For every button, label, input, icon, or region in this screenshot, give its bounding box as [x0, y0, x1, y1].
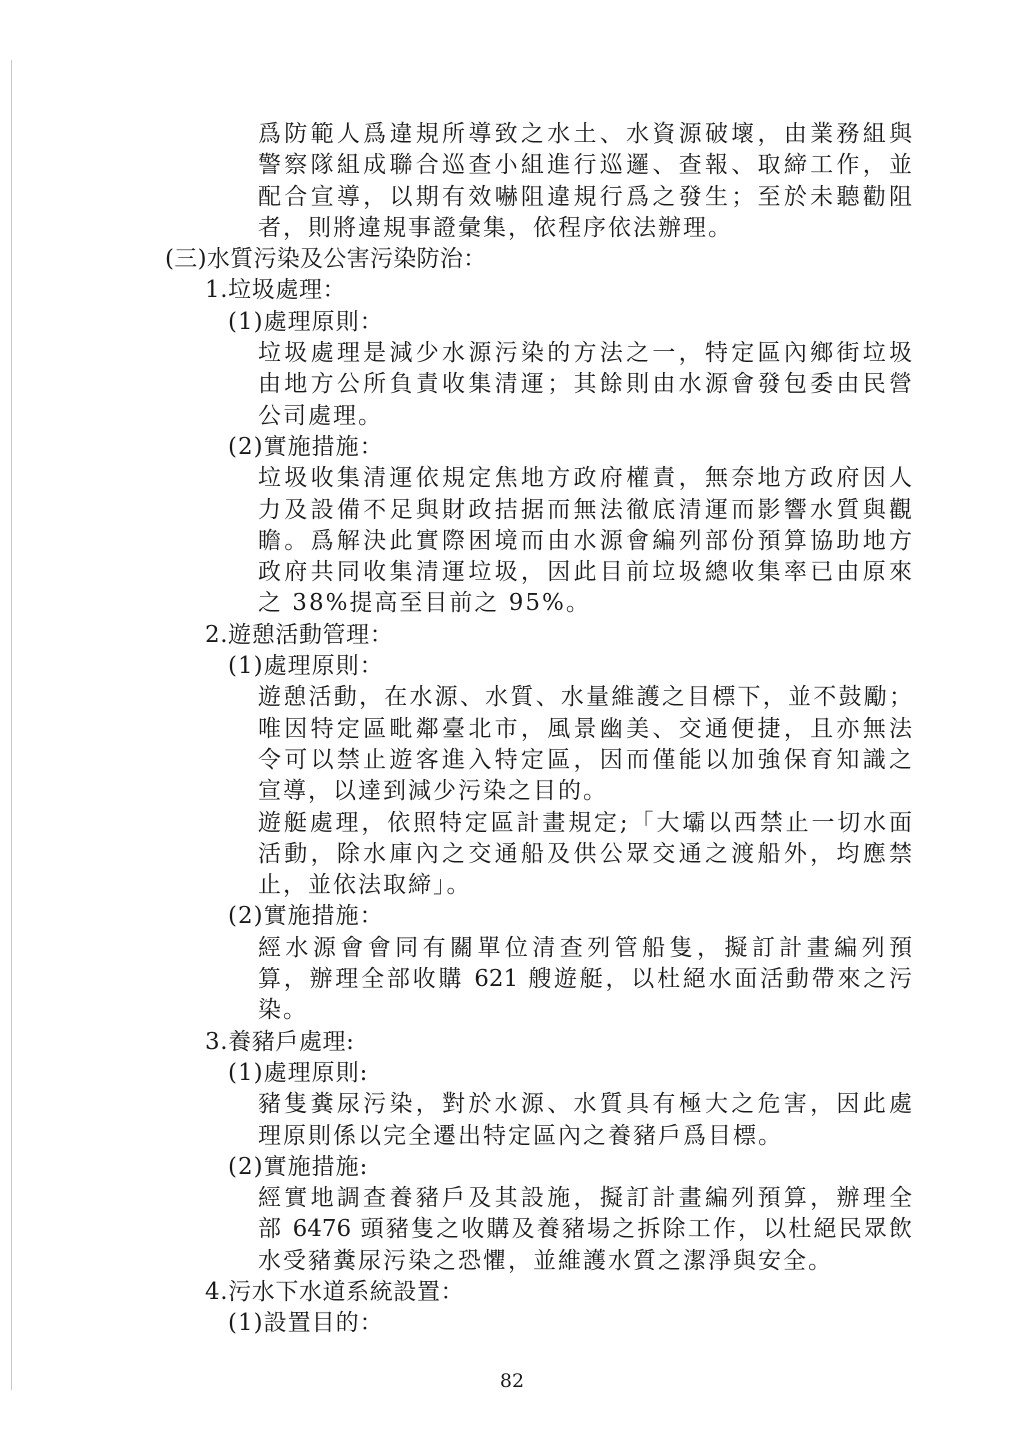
- body-text-line: 水受豬糞尿污染之恐懼，並維護水質之潔淨與安全。: [258, 1247, 833, 1274]
- item-heading: 4.污水下水道系統設置：: [205, 1278, 465, 1305]
- body-text-line: 染。: [258, 997, 308, 1024]
- body-text-line: 垃圾收集清運依規定焦地方政府權責，無奈地方政府因人: [258, 465, 912, 492]
- body-text-line: 理原則係以完全遷出特定區內之養豬戶爲目標。: [258, 1122, 783, 1149]
- body-text-line: 算，辦理全部收購 621 艘遊艇，以杜絕水面活動帶來之污: [258, 966, 912, 993]
- document-body: [0, 119, 1024, 1340]
- item-heading: 1.垃圾處理：: [205, 277, 347, 304]
- body-text-line: 之 38%提高至目前之 95%。: [258, 590, 591, 617]
- body-text-line: 活動，除水庫內之交通船及供公眾交通之渡船外，均應禁: [258, 840, 912, 867]
- body-text-line: 宣導，以達到減少污染之目的。: [258, 778, 608, 805]
- body-text-line: 爲防範人爲違規所導致之水土、水資源破壞，由業務組與: [258, 121, 912, 147]
- body-text-line: 經水源會會同有關單位清查列管船隻，擬訂計畫編列預: [258, 934, 912, 961]
- subitem-heading: (1)處理原則:: [228, 1059, 369, 1086]
- body-text-line: 經實地調查養豬戶及其設施，擬訂計畫編列預算，辦理全: [258, 1185, 912, 1212]
- body-text-line: 豬隻糞尿污染，對於水源、水質具有極大之危害，因此處: [258, 1091, 912, 1118]
- body-text-line: 者，則將違規事證彙集，依程序依法辦理。: [258, 214, 733, 241]
- body-text-line: 公司處理。: [258, 402, 383, 429]
- subitem-heading: (1)設置目的：: [228, 1310, 384, 1337]
- body-text-line: 唯因特定區毗鄰臺北市，風景幽美、交通便捷，且亦無法: [258, 715, 912, 742]
- body-text-line: 令可以禁止遊客進入特定區，因而僅能以加強保育知識之: [258, 746, 912, 773]
- subitem-heading: (1)處理原則：: [228, 308, 384, 335]
- body-text-line: 止，並依法取締」。: [258, 872, 472, 899]
- item-heading: 2.遊憩活動管理：: [205, 621, 394, 648]
- subitem-heading: (2)實施措施:: [228, 1153, 369, 1180]
- body-text-line: 遊艇處理，依照特定區計畫規定;「大壩以西禁止一切水面: [258, 809, 912, 836]
- subitem-heading: (2)實施措施：: [228, 903, 384, 930]
- body-text-line: 配合宣導，以期有效嚇阻違規行爲之發生；至於未聽勸阻: [258, 183, 912, 210]
- body-text-line: 部 6476 頭豬隻之收購及養豬場之拆除工作，以杜絕民眾飲: [258, 1216, 912, 1243]
- body-text-line: 警察隊組成聯合巡查小組進行巡邏、查報、取締工作，並: [258, 152, 912, 179]
- body-text-line: 遊憩活動，在水源、水質、水量維護之目標下，並不鼓勵；: [258, 684, 912, 711]
- item-heading: 3.養豬戶處理:: [205, 1028, 355, 1055]
- subitem-heading: (1)處理原則：: [228, 653, 384, 680]
- body-text-line: 由地方公所負責收集清運；其餘則由水源會發包委由民營: [258, 371, 912, 398]
- section-heading: (三)水質污染及公害污染防治：: [165, 246, 487, 273]
- body-text-line: 垃圾處理是減少水源污染的方法之一，特定區內鄉街垃圾: [258, 340, 912, 367]
- body-text-line: 瞻。爲解決此實際困境而由水源會編列部份預算協助地方: [258, 527, 912, 554]
- body-text-line: 政府共同收集清運垃圾，因此目前垃圾總收集率已由原來: [258, 559, 912, 586]
- subitem-heading: (2)實施措施：: [228, 433, 384, 460]
- page-number: 82: [499, 1370, 525, 1392]
- body-text-line: 力及設備不足與財政拮据而無法徹底清運而影響水質與觀: [258, 496, 912, 523]
